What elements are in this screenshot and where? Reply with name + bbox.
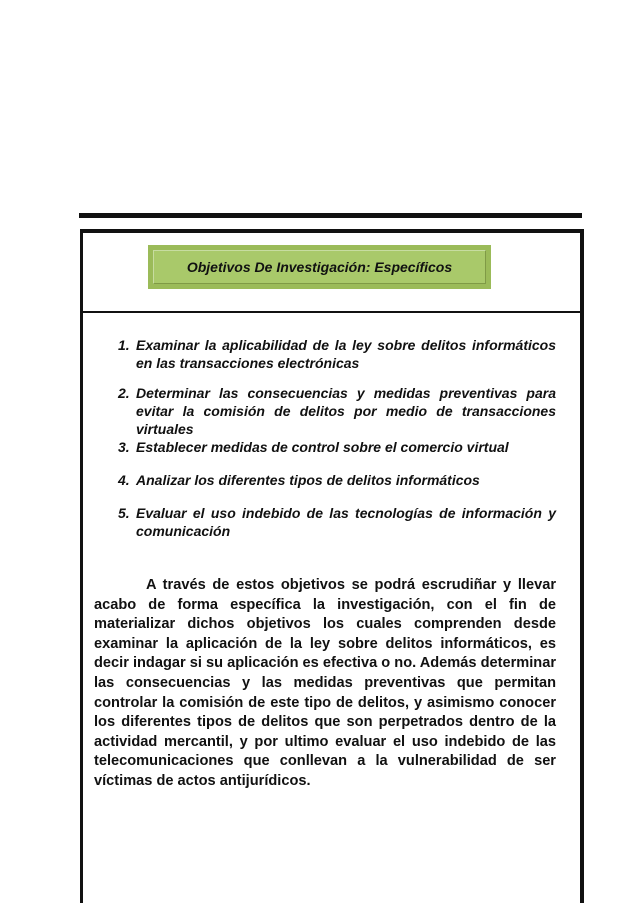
objective-text: Examinar la aplicabilidad de la ley sobre delitos informáticos en las transacciones electrónicas: [136, 337, 556, 371]
objective-text: Analizar los diferentes tipos de delitos informáticos: [136, 472, 480, 488]
section-title-box: [148, 245, 491, 289]
frame-left-border: [80, 229, 83, 903]
objective-text: Determinar las consecuencias y medidas preventivas para evitar la comisión de delitos por medio de transacciones virtuales: [136, 385, 556, 437]
objective-text: Establecer medidas de control sobre el comercio virtual: [136, 439, 509, 455]
header-divider: [80, 311, 584, 313]
objective-item: [96, 384, 556, 438]
top-rule: [79, 213, 582, 218]
objective-number: 4.: [118, 472, 130, 488]
objective-number: 1.: [118, 337, 130, 353]
section-title: Objetivos De Investigación: Específicos: [186, 259, 453, 275]
objective-item: [96, 438, 556, 456]
objective-number: 5.: [118, 505, 130, 521]
objective-item: [96, 471, 556, 489]
section-title-inner: [153, 250, 486, 284]
objective-number: 2.: [118, 385, 130, 401]
body-paragraph: A través de estos objetivos se podrá escrudiñar y llevar acabo de forma específica la investigación, con el fin de materializar dichos objetivos los cuales comprenden desde examinar la aplicación de la ley sobre delitos informáticos, es decir indagar si su aplicación es efectiva o no. Además determinar las consecuencias y las medidas preventivas que permitan controlar la comisión de este tipo de delitos, y asimismo conocer los diferentes tipos de delitos que son perpetrados dentro de la actividad mercantil, y por ultimo evaluar el uso indebido de las telecomunicaciones que conllevan a la vulnerabilidad de ser víctimas de actos antijurídicos.: [94, 577, 556, 789]
objectives-list: [96, 336, 556, 540]
objective-item: [96, 504, 556, 540]
objective-number: 3.: [118, 439, 130, 455]
objective-item: [96, 336, 556, 372]
objective-text: Evaluar el uso indebido de las tecnologías de información y comunicación: [136, 505, 556, 539]
frame-right-border: [580, 229, 584, 903]
frame-top-border: [80, 229, 584, 233]
